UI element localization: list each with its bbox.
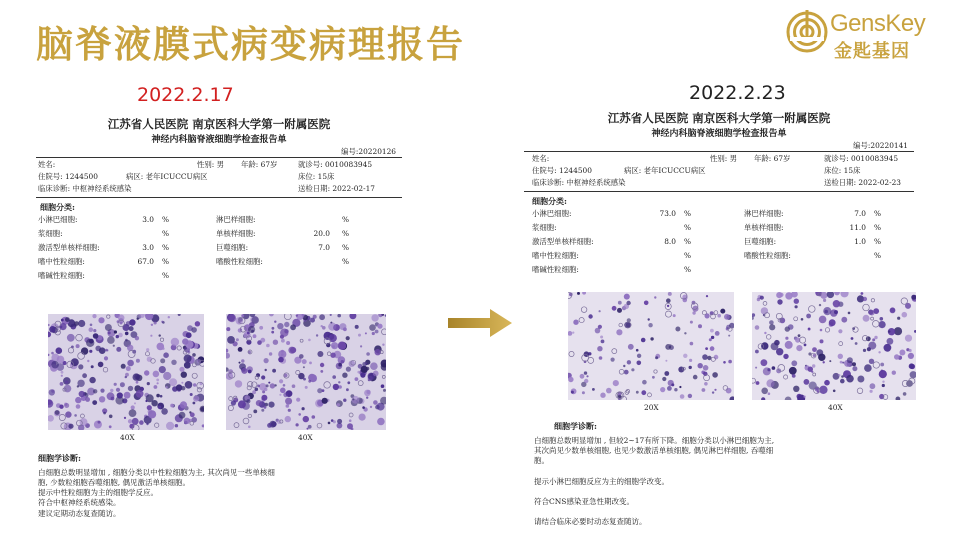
inpatient-number: 住院号: 1244500 [532, 166, 592, 176]
clinic-number: 就诊号: 0010083945 [824, 154, 899, 164]
cell-table [36, 216, 402, 284]
cell-value: 7.0 [318, 243, 330, 253]
patient-info [524, 153, 914, 190]
cell-label: 嗜中性粒细胞: [532, 251, 579, 261]
cell-unit: % [342, 243, 350, 253]
cell-value: 67.0 [137, 257, 154, 267]
diagnosis-line: 胞。 [534, 456, 549, 466]
slide-title: 脑脊液膜式病变病理报告 [36, 23, 465, 66]
cells-title: 细胞分类: [40, 202, 75, 213]
cell-unit: % [342, 215, 350, 225]
clinical-diagnosis: 临床诊断: 中枢神经系统感染 [532, 178, 626, 188]
diagnosis-line: 白细胞总数明显增加 , 但较2~17有所下降。细胞分类以小淋巴细胞为主, [534, 436, 775, 445]
cell-unit: % [162, 229, 170, 239]
cell-label: 嗜中性粒细胞: [38, 257, 85, 267]
report-title: 神经内科脑脊液细胞学检查报告单 [651, 128, 787, 139]
diagnosis-line: 请结合临床必要时动态复查随访。 [534, 517, 647, 526]
cell-label: 巨噬细胞: [216, 243, 249, 253]
micrograph-2 [752, 292, 916, 400]
cell-label: 小淋巴细胞: [38, 215, 78, 225]
report-number: 编号:20220141 [853, 140, 908, 150]
cell-label: 嗜酸性粒细胞: [216, 257, 263, 267]
cell-unit: % [342, 229, 350, 239]
cell-value: 11.0 [849, 223, 866, 233]
report-title: 神经内科脑脊液细胞学检查报告单 [151, 134, 287, 145]
diagnosis-line: 提示中性粒细胞为主的细胞学反应。 [38, 488, 158, 498]
patient-info [36, 159, 402, 196]
send-date: 送检日期: 2022-02-17 [298, 184, 376, 194]
cell-unit: % [874, 209, 882, 219]
send-date: 送检日期: 2022-02-23 [824, 178, 902, 188]
cell-unit: % [162, 257, 170, 267]
cell-label: 淋巴样细胞: [216, 215, 256, 225]
cell-unit: % [684, 209, 692, 219]
cell-label: 嗜酸性粒细胞: [744, 251, 791, 261]
diagnosis-line: 其次尚见少数单核细胞, 也见少数激活单核细胞, 偶见淋巴样细胞, 吞噬细 [534, 446, 774, 456]
ward: 病区: 老年ICUCCU病区 [126, 172, 208, 182]
diagnosis-line [534, 466, 912, 476]
bed: 床位: 15床 [824, 166, 861, 176]
cell-value: 7.0 [854, 209, 866, 219]
diagnosis-line [534, 487, 912, 497]
micrograph-2 [226, 314, 386, 430]
diagnosis-line: 符合中枢神经系统感染。 [38, 498, 121, 508]
patient-name: 姓名: [532, 154, 550, 164]
diagnosis-title: 细胞学诊断: [554, 421, 597, 431]
report-left [36, 118, 402, 533]
hospital-name: 江苏省人民医院 南京医科大学第一附属医院 [607, 111, 831, 125]
cell-label: 单核样细胞: [216, 229, 256, 239]
diagnosis-text [534, 436, 912, 527]
diagnosis-text [38, 468, 400, 519]
cell-unit: % [342, 257, 350, 267]
cell-label: 嗜碱性粒细胞: [532, 265, 579, 275]
cell-unit: % [874, 237, 882, 247]
diagnosis-title: 细胞学诊断: [38, 453, 81, 463]
report-number: 编号:20220126 [341, 146, 396, 156]
cell-label: 浆细胞: [38, 229, 63, 239]
cell-unit: % [162, 215, 170, 225]
diagnosis-line: 白细胞总数明显增加 , 细胞分类以中性粒细胞为主, 其次尚见一些单核细 [38, 468, 275, 477]
bed: 床位: 15床 [298, 172, 335, 182]
cell-value: 3.0 [142, 243, 154, 253]
cell-value: 8.0 [664, 237, 676, 247]
patient-name: 姓名: [38, 160, 56, 170]
cell-unit: % [874, 223, 882, 233]
cell-unit: % [162, 271, 170, 281]
diagnosis-line [534, 507, 912, 517]
patient-age: 年龄: 67岁 [754, 154, 791, 164]
company-logo [786, 8, 956, 60]
cell-label: 小淋巴细胞: [532, 209, 572, 219]
cell-unit: % [874, 251, 882, 261]
magnification-caption: 40X [828, 403, 843, 412]
report-right [524, 112, 914, 537]
cell-label: 淋巴样细胞: [744, 209, 784, 219]
cell-unit: % [162, 243, 170, 253]
cell-label: 嗜碱性粒细胞: [38, 271, 85, 281]
cell-label: 激活型单核样细胞: [38, 243, 100, 253]
date-left: 2022.2.17 [137, 84, 234, 106]
inpatient-number: 住院号: 1244500 [38, 172, 98, 182]
cell-label: 单核样细胞: [744, 223, 784, 233]
cell-unit: % [684, 237, 692, 247]
micrograph-1 [568, 292, 734, 400]
ward: 病区: 老年ICUCCU病区 [624, 166, 706, 176]
clinical-diagnosis: 临床诊断: 中枢神经系统感染 [38, 184, 132, 194]
patient-sex: 性别: 男 [197, 160, 225, 170]
patient-age: 年龄: 67岁 [241, 160, 278, 170]
micrograph-1 [48, 314, 204, 430]
cell-unit: % [684, 251, 692, 261]
cell-label: 激活型单核样细胞: [532, 237, 594, 247]
right-arrow-icon [446, 306, 514, 340]
magnification-caption: 20X [644, 403, 659, 412]
cell-value: 73.0 [659, 209, 676, 219]
cell-unit: % [684, 265, 692, 275]
cell-table [524, 210, 914, 278]
clinic-number: 就诊号: 0010083945 [298, 160, 373, 170]
cell-label: 浆细胞: [532, 223, 557, 233]
cells-title: 细胞分类: [532, 196, 567, 207]
cell-value: 3.0 [142, 215, 154, 225]
logo-text-en: GensKey [830, 10, 926, 37]
cell-label: 巨噬细胞: [744, 237, 777, 247]
diagnosis-line: 建议定期动态复查随访。 [38, 508, 121, 518]
patient-sex: 性别: 男 [710, 154, 738, 164]
cell-value: 20.0 [313, 229, 330, 239]
cell-value: 1.0 [854, 237, 866, 247]
logo-text-cn: 金匙基因 [834, 41, 910, 62]
diagnosis-line: 胞, 少数粒细胞吞噬细胞, 偶见激活单核细胞。 [38, 478, 191, 488]
hospital-name: 江苏省人民医院 南京医科大学第一附属医院 [107, 117, 331, 131]
date-right: 2022.2.23 [689, 82, 786, 104]
magnification-caption: 40X [120, 433, 135, 442]
magnification-caption: 40X [298, 433, 313, 442]
genskey-logo-icon [786, 8, 828, 56]
diagnosis-line: 提示小淋巴细胞反应为主的细胞学改变。 [534, 476, 669, 486]
cell-unit: % [684, 223, 692, 233]
diagnosis-line: 符合CNS感染亚急性期改变。 [534, 496, 634, 506]
